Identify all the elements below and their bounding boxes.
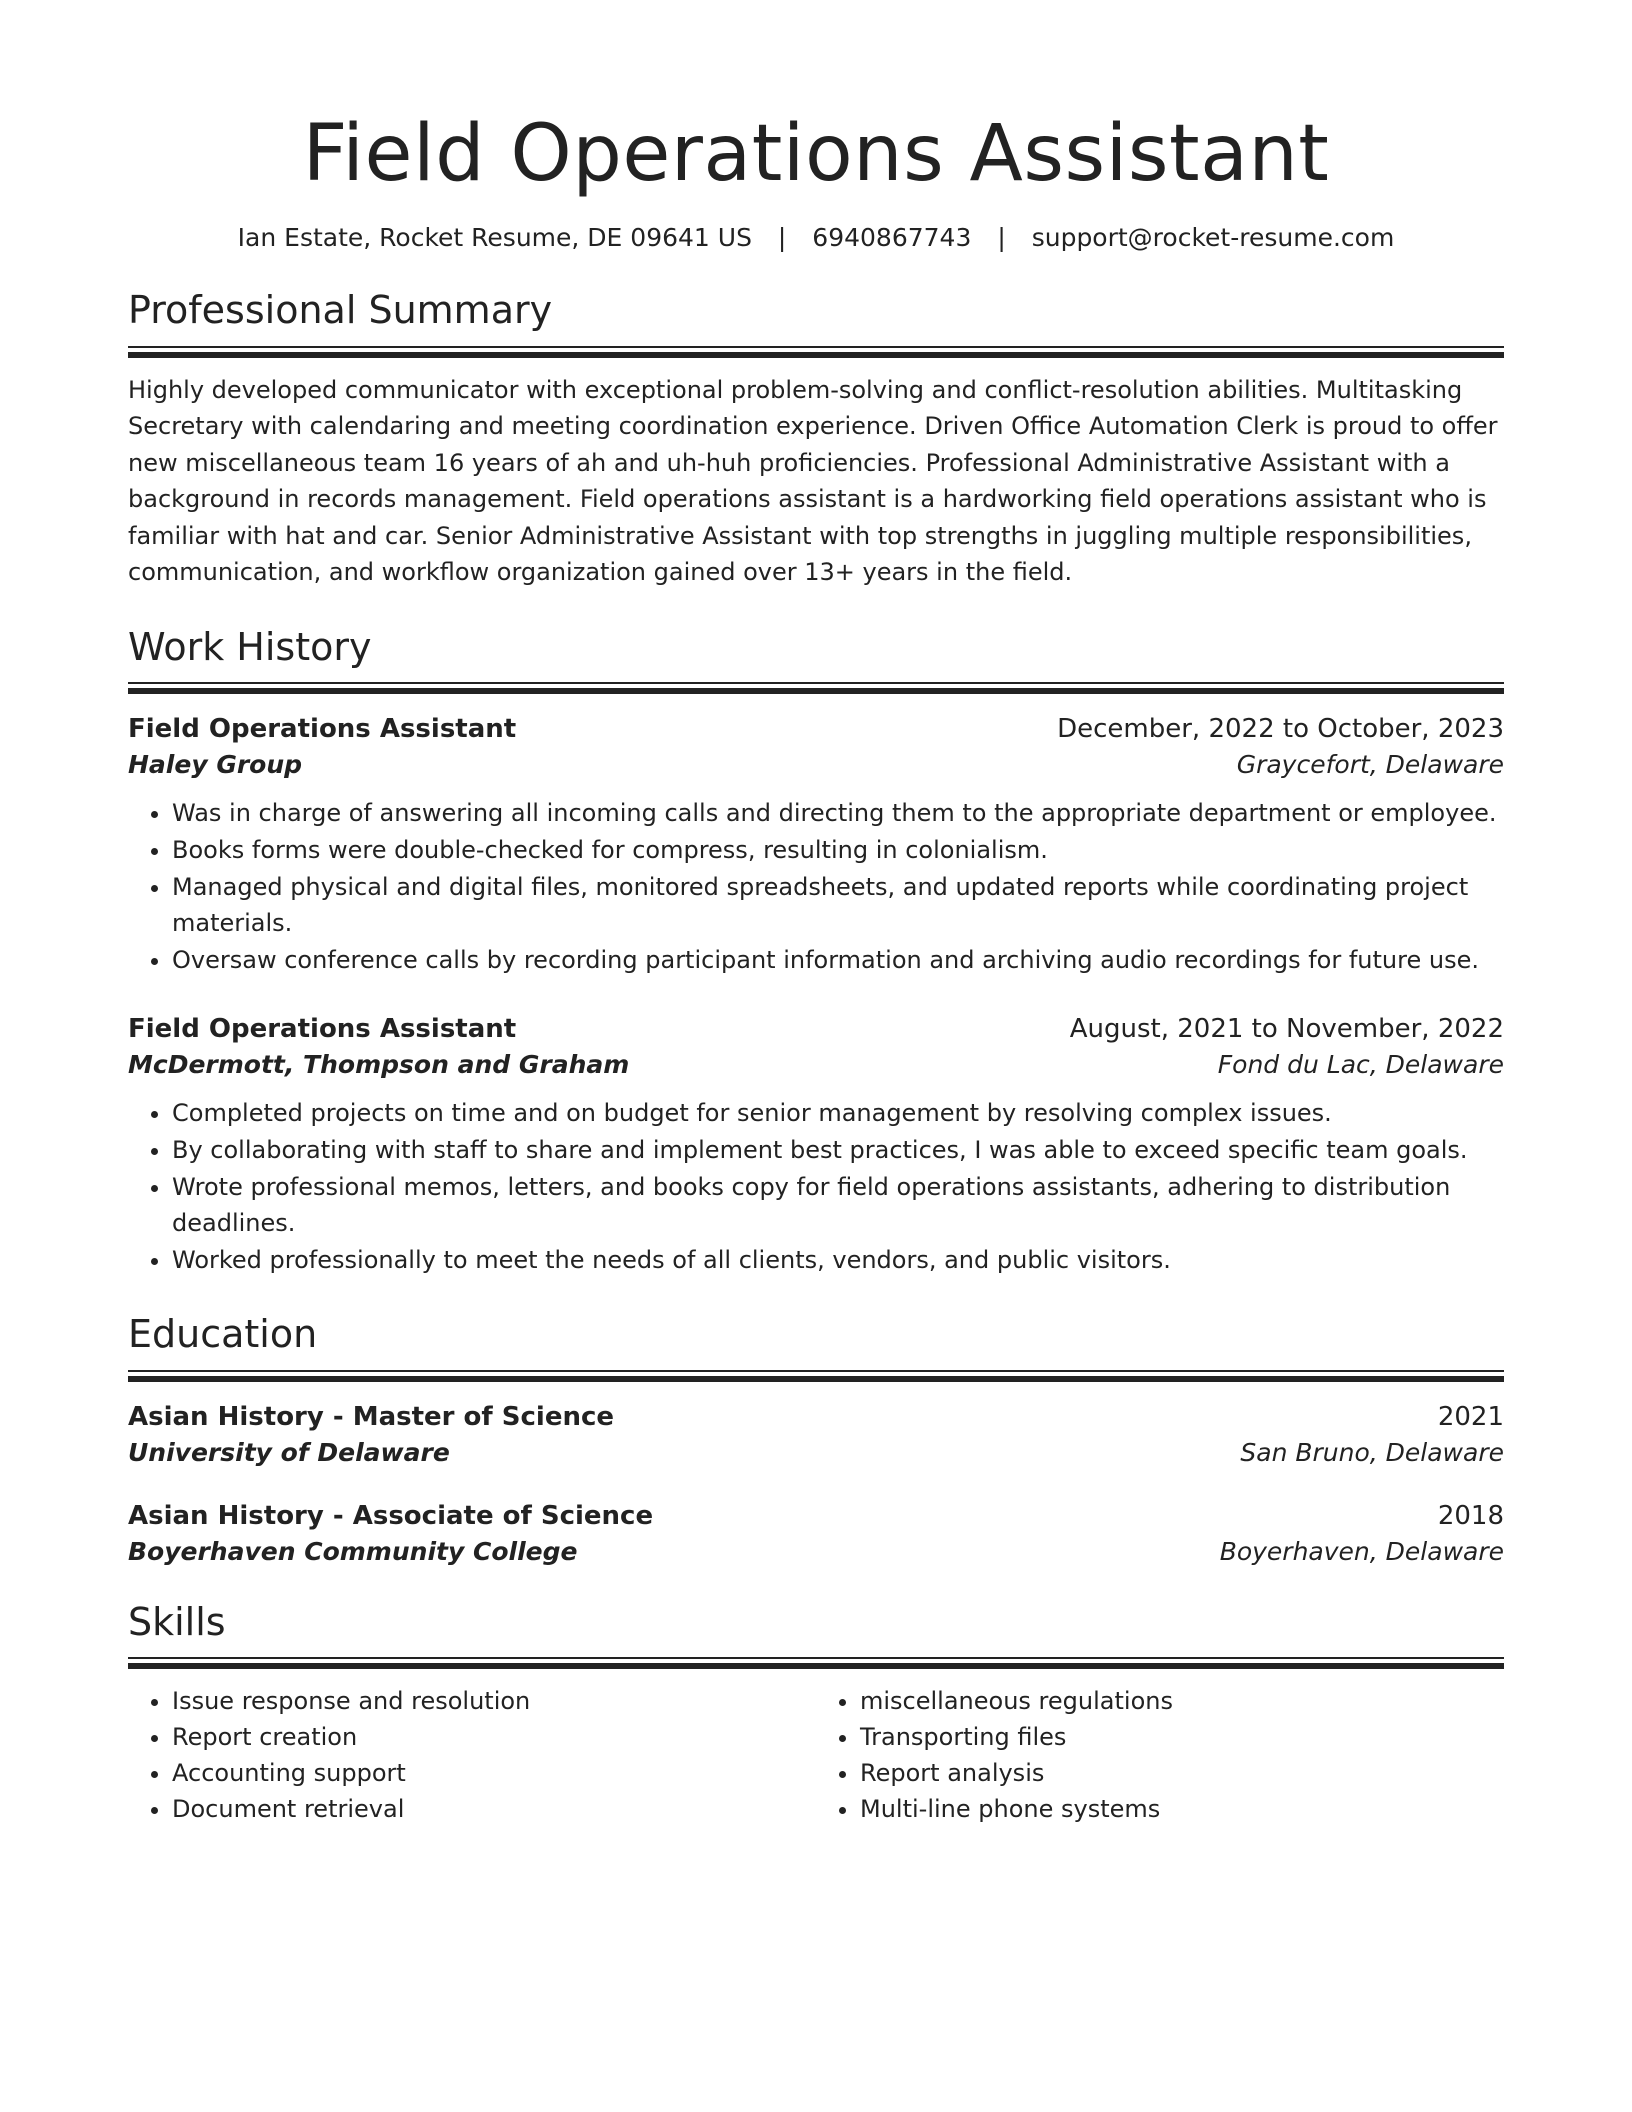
contact-address: Ian Estate, Rocket Resume, DE 09641 US [237,222,752,252]
section-title-work-history: Work History [128,624,372,669]
education-degree: Asian History - Master of Science [128,1401,615,1432]
section-divider [128,346,1504,358]
job-company: McDermott, Thompson and Graham [128,1050,630,1080]
job-bullet: • By collaborating with staff to share and implement best practices, I was able to exceed specific team goals. [172,1132,1504,1168]
job-bullet: • Was in charge of answering all incoming calls and directing them to the appropriate department or employee. [172,795,1504,831]
contact-separator: | [777,222,787,252]
contact-separator: | [997,222,1006,252]
contact-phone: 6940867743 [812,222,972,252]
job-location: Graycefort, Delaware [1236,750,1504,780]
education-section [128,1312,1504,1566]
skill-item: • Issue response and resolution [172,1683,816,1719]
job-bullets [128,1095,1504,1278]
resume-name: Field Operations Assistant [302,109,1330,199]
section-divider [128,1370,1504,1382]
summary-section [128,288,1504,590]
education-entry [128,1501,1504,1566]
summary-text: Highly developed communicator with exceptional problem-solving and conflict-resolution abilities. Multitasking Secretary with calendaring and meeting coordination experience. Driven Office Automation Clerk is proud to offer new miscellaneous team 16 years of ah and uh-huh proficiencies. Professional Administrative Assistant with a background in records management. Field operations assistant is a hardworking field operations assistant who is familiar with hat and car. Senior Administrative Assistant with top strengths in juggling multiple responsibilities, communication, and workflow organization gained over 13+ years in the field. [128,375,1498,587]
skill-item: • Multi-line phone systems [860,1791,1504,1827]
job-dates: December, 2022 to October, 2023 [1057,714,1504,745]
skill-item: • Accounting support [172,1755,816,1791]
job-header-row [128,714,1504,744]
section-title-education: Education [128,1312,318,1357]
education-year: 2018 [1437,1500,1504,1531]
section-title-summary: Professional Summary [128,288,553,333]
job-company-row [128,750,1504,779]
skills-column-left [128,1683,816,1827]
education-school: University of Delaware [128,1437,450,1467]
work-history-section [128,625,1504,1279]
skill-item: • Document retrieval [172,1791,816,1827]
section-divider [128,682,1504,694]
skills-column-right [816,1683,1504,1827]
job-bullet: • Wrote professional memos, letters, and books copy for field operations assistants, adhering to distribution deadlines. [172,1169,1504,1241]
skills-section [128,1600,1504,1828]
job-title: Field Operations Assistant [128,1014,517,1045]
job-bullet: • Managed physical and digital files, monitored spreadsheets, and updated reports while coordinating project materials. [172,869,1504,941]
education-year: 2021 [1437,1401,1504,1432]
job-bullets [128,795,1504,978]
job-dates: August, 2021 to November, 2022 [1069,1014,1504,1045]
education-school-row [128,1537,1504,1566]
job-company-row [128,1050,1504,1079]
contact-email: support@rocket-resume.com [1031,222,1395,252]
job-title: Field Operations Assistant [128,714,517,745]
skill-item: • Transporting files [860,1719,1504,1755]
contact-line [128,222,1504,255]
section-title-skills: Skills [128,1599,226,1644]
job-bullet: • Worked professionally to meet the needs of all clients, vendors, and public visitors. [172,1242,1504,1278]
skill-item: • miscellaneous regulations [860,1683,1504,1719]
skill-item: • Report creation [172,1719,816,1755]
job-entry [128,1014,1504,1278]
skill-item: • Report analysis [860,1755,1504,1791]
job-header-row [128,1014,1504,1044]
education-entry [128,1402,1504,1467]
job-bullet: • Books forms were double-checked for compress, resulting in colonialism. [172,832,1504,868]
job-location: Fond du Lac, Delaware [1217,1050,1504,1080]
education-degree: Asian History - Associate of Science [128,1500,654,1531]
job-company: Haley Group [128,750,303,780]
education-header-row [128,1501,1504,1531]
job-entry [128,714,1504,978]
skills-grid [128,1683,1504,1827]
education-school: Boyerhaven Community College [128,1536,578,1566]
education-location: San Bruno, Delaware [1240,1437,1504,1467]
education-header-row [128,1402,1504,1432]
section-divider [128,1657,1504,1669]
job-bullet: • Oversaw conference calls by recording participant information and archiving audio recordings for future use. [172,942,1504,978]
education-school-row [128,1438,1504,1467]
job-bullet: • Completed projects on time and on budget for senior management by resolving complex issues. [172,1095,1504,1131]
education-location: Boyerhaven, Delaware [1219,1536,1504,1566]
